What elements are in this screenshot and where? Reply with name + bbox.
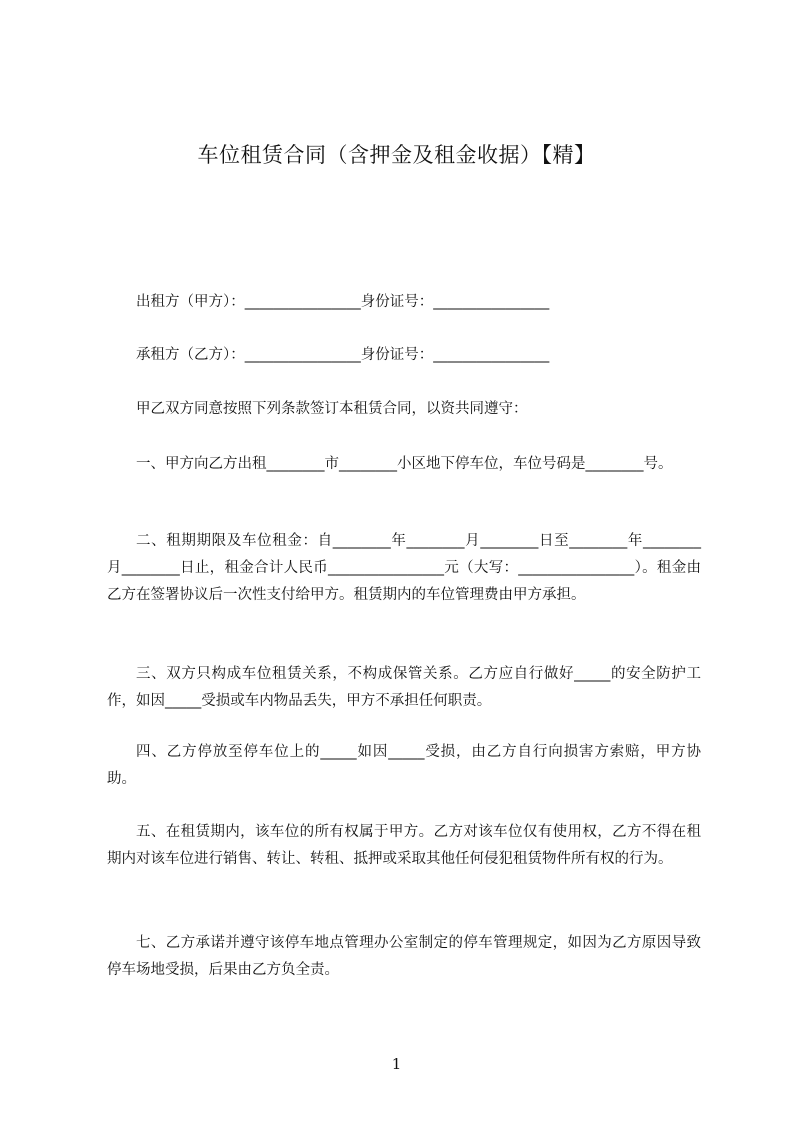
page-number: 1: [391, 1055, 402, 1073]
clause-3: 三、双方只构成车位租赁关系，不构成保管关系。乙方应自行做好_____的安全防护工作，如因_____受损或车内物品丢失，甲方不承担任何职责。: [107, 666, 701, 709]
lessor-line: 出租方（甲方）：________________身份证号：________________: [136, 294, 550, 310]
clause-1: 一、甲方向乙方出租________市________小区地下停车位，车位号码是________号。: [136, 456, 673, 472]
clause-4: 四、乙方停放至停车位上的_____如因_____受损，由乙方自行向损害方索赔，甲方协助。: [107, 744, 701, 787]
clause-7: 七、乙方承诺并遵守该停车地点管理办公室制定的停车管理规定，如因为乙方原因导致停车场地受损，后果由乙方负全责。: [107, 935, 701, 978]
intro-paragraph: 甲乙双方同意按照下列条款签订本租赁合同，以资共同遵守：: [136, 401, 528, 417]
clause-2: 二、租期期限及车位租金：自________年________月________日至________年________月________日止，租金合计人民币________________元（大写：________________）。租金由乙方在签署协议后一次性支付给甲方。租赁期内的车位管理费由甲方承担。: [107, 533, 701, 603]
document-title: 车位租赁合同（含押金及租金收据）【精】: [197, 143, 596, 167]
clause-5: 五、在租赁期内，该车位的所有权属于甲方。乙方对该车位仅有使用权，乙方不得在租期内对该车位进行销售、转让、转租、抵押或采取其他任何侵犯租赁物件所有权的行为。: [107, 824, 701, 867]
lessee-line: 承租方（乙方）：________________身份证号：________________: [136, 347, 550, 363]
